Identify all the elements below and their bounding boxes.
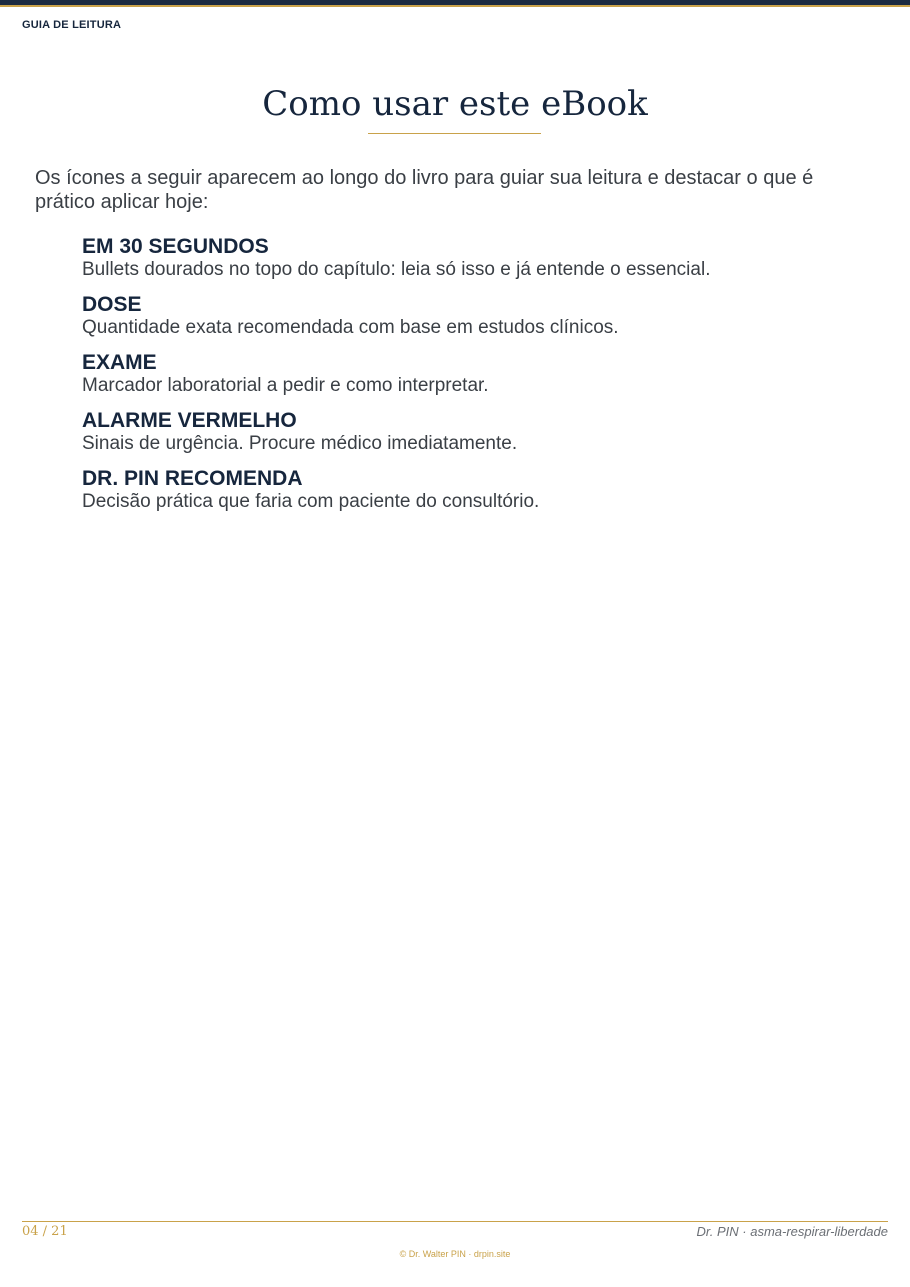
list-item [82, 350, 872, 397]
guide-description: Quantidade exata recomendada com base em estudos clínicos. [82, 317, 619, 338]
guide-term: EM 30 SEGUNDOS [82, 235, 269, 258]
guide-description: Bullets dourados no topo do capítulo: leia só isso e já entende o essencial. [82, 259, 711, 280]
page-number: 04 / 21 [22, 1224, 68, 1239]
list-item [82, 408, 872, 455]
list-item [82, 292, 872, 339]
guide-term: ALARME VERMELHO [82, 409, 297, 432]
guide-description: Sinais de urgência. Procure médico imediatamente. [82, 433, 518, 454]
guide-term: DOSE [82, 293, 142, 316]
guide-description: Decisão prática que faria com paciente do consultório. [82, 491, 540, 512]
list-item [82, 466, 872, 513]
footer-running-title: Dr. PIN · asma-respirar-liberdade [696, 1224, 888, 1239]
guide-description: Marcador laboratorial a pedir e como interpretar. [82, 375, 489, 396]
footer-divider [22, 1221, 888, 1222]
title-underline [368, 133, 541, 134]
section-label: GUIA DE LEITURA [22, 19, 122, 31]
page-title: Como usar este eBook [262, 84, 648, 124]
guide-term: EXAME [82, 351, 157, 374]
intro-paragraph: Os ícones a seguir aparecem ao longo do livro para guiar sua leitura e destacar o que é prático aplicar hoje: [35, 167, 814, 213]
icon-guide-list [82, 234, 872, 524]
guide-term: DR. PIN RECOMENDA [82, 467, 303, 490]
footer-copyright: © Dr. Walter PIN · drpin.site [399, 1249, 511, 1259]
top-gold-bar [0, 5, 910, 7]
list-item [82, 234, 872, 281]
